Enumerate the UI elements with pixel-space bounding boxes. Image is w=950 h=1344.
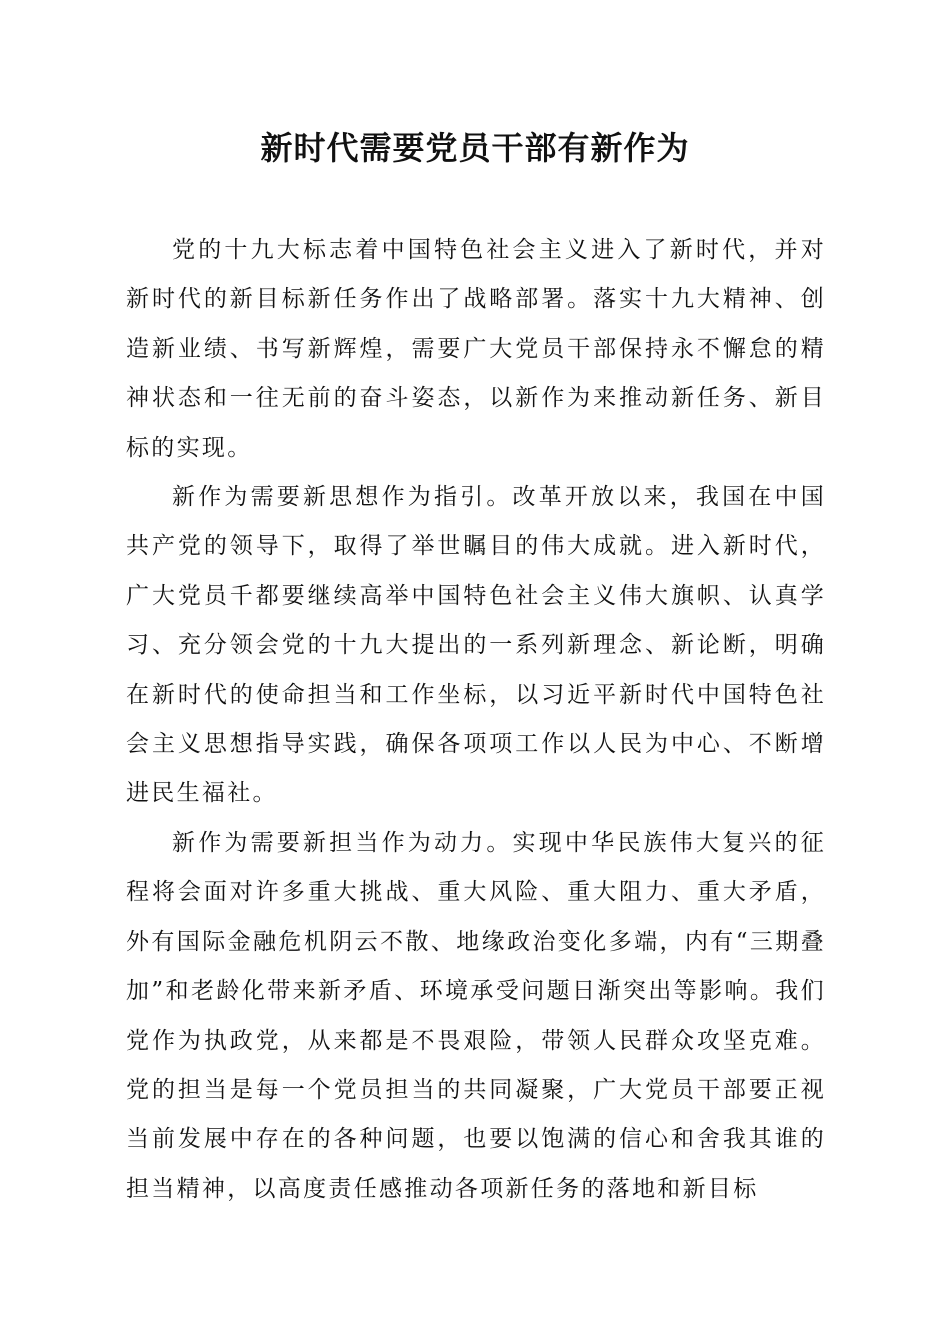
paragraph-3: 新作为需要新担当作为动力。实现中华民族伟大复兴的征程将会面对许多重大挑战、重大风险、重大阻力、重大矛盾，外有国际金融危机阴云不散、地缘政治变化多端，内有“三期叠加”和老龄化带来新矛盾、环境承受问题日渐突出等影响。我们党作为执政党，从来都是不畏艰险，带领人民群众攻坚克难。党的担当是每一个党员担当的共同凝聚，广大党员干部要正视当前发展中存在的各种问题，也要以饱满的信心和舍我其谁的担当精神，以高度责任感推动各项新任务的落地和新目标: [126, 829, 826, 1202]
paragraph-1: 党的十九大标志着中国特色社会主义进入了新时代，并对新时代的新目标新任务作出了战略部署。落实十九大精神、创造新业绩、书写新辉煌，需要广大党员干部保持永不懈怠的精神状态和一往无前的奋斗姿态，以新作为来推动新任务、新目标的实现。: [126, 237, 826, 461]
document-title: 新时代需要党员干部有新作为: [260, 129, 690, 167]
document-body: [126, 226, 826, 1214]
paragraph-2: 新作为需要新思想作为指引。改革开放以来，我国在中国共产党的领导下，取得了举世瞩目的伟大成就。进入新时代，广大党员千都要继续高举中国特色社会主义伟大旗帜、认真学习、充分领会党的十九大提出的一系列新理念、新论断，明确在新时代的使命担当和工作坐标，以习近平新时代中国特色社会主义思想指导实践，确保各项项工作以人民为中心、不断增进民生福社。: [126, 484, 826, 807]
